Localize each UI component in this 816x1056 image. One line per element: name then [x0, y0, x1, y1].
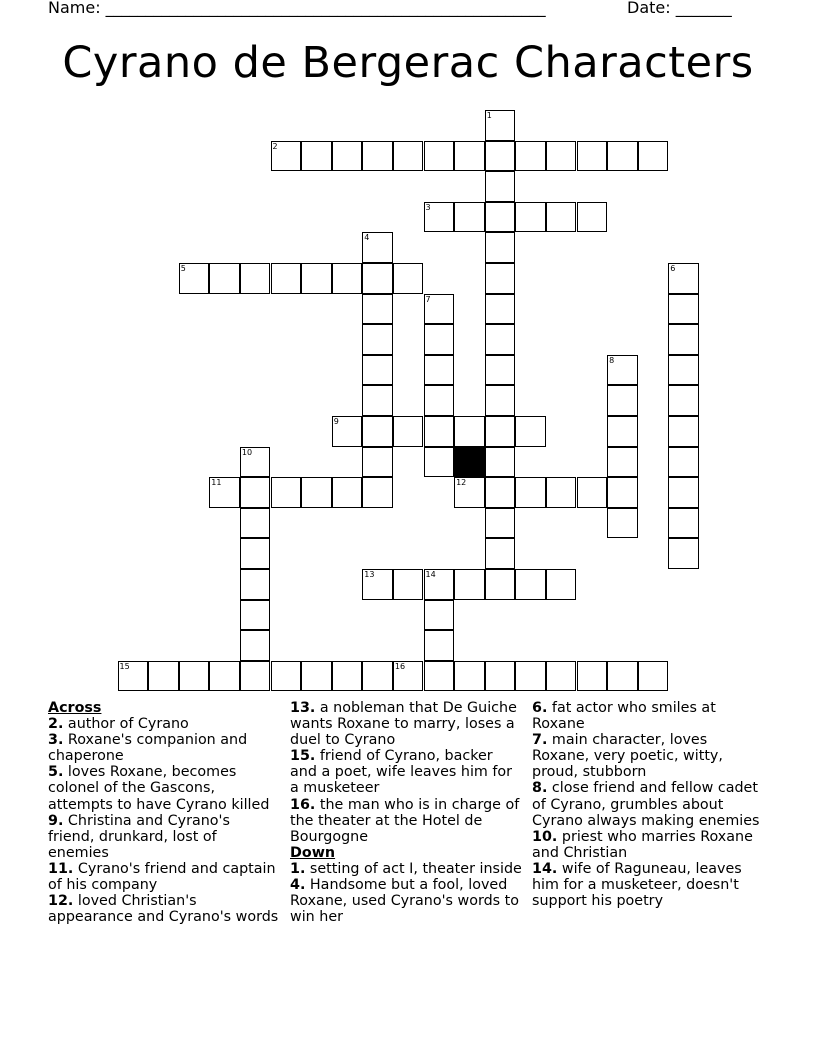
clue-number: 14: [425, 570, 436, 579]
clue-item: [48, 813, 280, 861]
grid-cell[interactable]: [424, 630, 455, 661]
grid-cell[interactable]: [362, 447, 393, 478]
grid-cell[interactable]: [485, 202, 516, 233]
clue-number-label: 2.: [48, 716, 64, 733]
clue-number-label: 13.: [290, 700, 316, 716]
grid-cell[interactable]: [240, 447, 271, 478]
grid-cell[interactable]: [424, 600, 455, 631]
grid-cell[interactable]: [485, 355, 516, 386]
clue-number-label: 10.: [532, 828, 558, 845]
grid-cell[interactable]: [240, 630, 271, 661]
grid-cell[interactable]: [515, 202, 546, 233]
grid-cell[interactable]: [515, 477, 546, 508]
grid-cell[interactable]: [485, 538, 516, 569]
clue-text: main character, loves Roxane, very poetic, witty, proud, stubborn: [532, 732, 723, 781]
clues-column-3: [532, 700, 768, 909]
grid-cell[interactable]: [668, 355, 699, 386]
clue-number-label: 1.: [290, 860, 306, 877]
grid-cell[interactable]: [607, 661, 638, 692]
clue-number: 10: [241, 447, 253, 457]
grid-cell[interactable]: [179, 263, 210, 294]
grid-cell[interactable]: [668, 385, 699, 416]
clue-item: [48, 764, 280, 812]
grid-cell[interactable]: [577, 661, 608, 692]
grid-cell[interactable]: [454, 141, 485, 172]
grid-cell[interactable]: [424, 447, 455, 478]
clue-item: [48, 893, 280, 925]
clue-item: [532, 732, 768, 780]
grid-cell[interactable]: [362, 661, 393, 692]
grid-cell[interactable]: [424, 141, 455, 172]
down-clue-list: [290, 861, 522, 925]
grid-cell[interactable]: [607, 508, 638, 539]
clue-item: [48, 732, 280, 764]
grid-cell[interactable]: [271, 263, 302, 294]
grid-cell[interactable]: [209, 477, 240, 508]
grid-cell[interactable]: [607, 385, 638, 416]
grid-cell[interactable]: [209, 263, 240, 294]
grid-cell[interactable]: [607, 477, 638, 508]
grid-cell[interactable]: [301, 141, 332, 172]
puzzle-title: Cyrano de Bergerac Characters: [62, 38, 754, 88]
grid-cell[interactable]: [485, 385, 516, 416]
grid-cell[interactable]: [485, 569, 516, 600]
grid-cell[interactable]: [454, 661, 485, 692]
grid-cell[interactable]: [577, 202, 608, 233]
clue-number: 13: [364, 570, 375, 579]
grid-cell[interactable]: [301, 661, 332, 692]
date-field[interactable]: Date: _______: [627, 0, 732, 17]
clue-item: [48, 716, 280, 732]
grid-cell[interactable]: [393, 569, 424, 600]
clue-number: 2: [272, 141, 278, 151]
grid-cell[interactable]: [577, 141, 608, 172]
clue-text: fat actor who smiles at Roxane: [532, 700, 716, 733]
clue-text: priest who marries Roxane and Christian: [532, 828, 753, 861]
grid-cell[interactable]: [485, 508, 516, 539]
grid-cell[interactable]: [485, 661, 516, 692]
grid-cell[interactable]: [485, 477, 516, 508]
clue-item: [290, 797, 522, 845]
grid-cell[interactable]: [393, 661, 424, 692]
grid-cell[interactable]: [668, 447, 699, 478]
clue-number: 3: [425, 202, 431, 212]
grid-cell[interactable]: [362, 232, 393, 263]
grid-cell[interactable]: [240, 661, 271, 692]
clue-text: author of Cyrano: [63, 716, 189, 733]
grid-cell[interactable]: [393, 416, 424, 447]
grid-cell[interactable]: [424, 324, 455, 355]
clue-number: 15: [119, 661, 130, 671]
grid-cell[interactable]: [485, 110, 516, 141]
clue-text: Cyrano's friend and captain of his company: [48, 860, 276, 894]
grid-cell[interactable]: [148, 661, 179, 692]
grid-cell[interactable]: [362, 569, 393, 600]
clues-column-1: [48, 700, 280, 925]
grid-cell[interactable]: [638, 661, 669, 692]
grid-cell[interactable]: [209, 661, 240, 692]
grid-cell[interactable]: [485, 263, 516, 294]
grid-cell[interactable]: [362, 294, 393, 325]
down-clue-list-continued: [532, 700, 768, 909]
grid-cell[interactable]: [454, 477, 485, 508]
grid-cell[interactable]: [271, 661, 302, 692]
clue-number-label: 6.: [532, 700, 548, 716]
clue-item: [48, 861, 280, 893]
clue-number: 9: [333, 417, 339, 426]
grid-cell[interactable]: [485, 447, 516, 478]
grid-cell[interactable]: [301, 477, 332, 508]
grid-cell[interactable]: [424, 294, 455, 325]
clue-text: Roxane's companion and chaperone: [48, 732, 248, 765]
grid-cell[interactable]: [332, 141, 363, 172]
grid-cell[interactable]: [424, 416, 455, 447]
grid-cell[interactable]: [668, 416, 699, 447]
grid-cell[interactable]: [179, 661, 210, 692]
grid-cell[interactable]: [668, 477, 699, 508]
grid-cell[interactable]: [577, 477, 608, 508]
clue-text: loves Roxane, becomes colonel of the Gascons, attempts to have Cyrano killed: [48, 764, 270, 813]
clue-text: a nobleman that De Guiche wants Roxane to marry, loses a duel to Cyrano: [290, 700, 517, 749]
grid-cell[interactable]: [485, 171, 516, 202]
grid-cell[interactable]: [393, 141, 424, 172]
grid-cell[interactable]: [668, 538, 699, 569]
clue-number: 5: [180, 264, 186, 273]
grid-cell[interactable]: [485, 294, 516, 325]
grid-cell[interactable]: [118, 661, 149, 692]
grid-cell[interactable]: [240, 477, 271, 508]
clue-item: [290, 861, 522, 877]
grid-cell[interactable]: [546, 202, 577, 233]
clue-number: 11: [211, 478, 222, 488]
grid-cell[interactable]: [240, 569, 271, 600]
grid-cell[interactable]: [362, 141, 393, 172]
grid-cell[interactable]: [607, 416, 638, 447]
clue-number-label: 12.: [48, 893, 74, 910]
grid-cell[interactable]: [546, 661, 577, 692]
grid-cell[interactable]: [332, 416, 363, 447]
clue-number-label: 9.: [48, 812, 64, 829]
clue-number-label: 8.: [532, 780, 548, 797]
clue-item: [532, 829, 768, 861]
grid-cell[interactable]: [485, 324, 516, 355]
grid-cell[interactable]: [546, 141, 577, 172]
grid-cell[interactable]: [332, 263, 363, 294]
grid-cell[interactable]: [424, 202, 455, 233]
grid-cell[interactable]: [301, 263, 332, 294]
grid-cell[interactable]: [454, 202, 485, 233]
grid-cell[interactable]: [485, 416, 516, 447]
clue-text: the man who is in charge of the theater at the Hotel de Bourgogne: [290, 796, 520, 845]
clue-item: [532, 861, 768, 909]
grid-cell[interactable]: [515, 569, 546, 600]
grid-cell[interactable]: [362, 477, 393, 508]
clue-text: loved Christian's appearance and Cyrano's words: [48, 893, 279, 926]
name-field[interactable]: Name: _______________________________________________________: [48, 0, 546, 17]
clue-number: 1: [486, 111, 492, 120]
grid-cell[interactable]: [668, 324, 699, 355]
grid-cell[interactable]: [668, 263, 699, 294]
grid-cell[interactable]: [546, 569, 577, 600]
grid-cell[interactable]: [362, 263, 393, 294]
across-clue-list: [48, 716, 280, 925]
clue-number: 16: [394, 661, 406, 671]
grid-cell[interactable]: [454, 569, 485, 600]
grid-cell[interactable]: [271, 477, 302, 508]
clue-text: Handsome but a fool, loved Roxane, used Cyrano's words to win her: [290, 877, 519, 926]
down-heading: Down: [290, 844, 336, 861]
grid-cell[interactable]: [607, 447, 638, 478]
grid-cell[interactable]: [332, 661, 363, 692]
clue-number: 12: [456, 478, 467, 488]
grid-cell[interactable]: [332, 477, 363, 508]
grid-cell[interactable]: [485, 141, 516, 172]
blocked-cell: [454, 447, 485, 478]
clue-number-label: 4.: [290, 877, 306, 894]
clue-number: 7: [425, 294, 431, 304]
clue-text: setting of act I, theater inside: [305, 860, 522, 877]
clue-item: [532, 700, 768, 732]
grid-cell[interactable]: [515, 141, 546, 172]
clue-number: 6: [670, 264, 676, 273]
grid-cell[interactable]: [515, 661, 546, 692]
clue-number-label: 16.: [290, 796, 316, 813]
clue-number-label: 11.: [48, 860, 74, 877]
across-heading: Across: [48, 700, 102, 716]
clue-number-label: 5.: [48, 764, 64, 781]
grid-cell[interactable]: [485, 232, 516, 263]
grid-cell[interactable]: [515, 416, 546, 447]
grid-cell[interactable]: [546, 477, 577, 508]
clue-number: 4: [364, 233, 370, 243]
grid-cell[interactable]: [362, 355, 393, 386]
across-clue-list-continued: [290, 700, 522, 845]
clue-item: [290, 748, 522, 796]
grid-cell[interactable]: [362, 324, 393, 355]
grid-cell[interactable]: [240, 538, 271, 569]
clue-number-label: 7.: [532, 732, 548, 749]
clue-item: [290, 700, 522, 748]
grid-cell[interactable]: [424, 661, 455, 692]
clue-item: [532, 780, 768, 828]
grid-cell[interactable]: [607, 141, 638, 172]
grid-cell[interactable]: [271, 141, 302, 172]
grid-cell[interactable]: [240, 600, 271, 631]
clue-number-label: 3.: [48, 732, 64, 749]
grid-cell[interactable]: [362, 385, 393, 416]
clue-number: 8: [609, 355, 615, 365]
clue-number-label: 14.: [532, 860, 558, 877]
clue-text: friend of Cyrano, backer and a poet, wife leaves him for a musketeer: [290, 748, 513, 797]
clue-item: [290, 877, 522, 925]
grid-cell[interactable]: [424, 569, 455, 600]
grid-cell[interactable]: [424, 385, 455, 416]
grid-cell[interactable]: [607, 355, 638, 386]
grid-cell[interactable]: [424, 355, 455, 386]
grid-cell[interactable]: [638, 141, 669, 172]
grid-cell[interactable]: [240, 508, 271, 539]
clue-text: Christina and Cyrano's friend, drunkard, lost of enemies: [48, 812, 230, 861]
grid-cell[interactable]: [393, 263, 424, 294]
clue-text: close friend and fellow cadet of Cyrano, grumbles about Cyrano always making enemies: [532, 780, 760, 829]
clues-column-2: [290, 700, 522, 925]
grid-cell[interactable]: [240, 263, 271, 294]
grid-cell[interactable]: [668, 294, 699, 325]
clue-number-label: 15.: [290, 748, 316, 765]
clue-text: wife of Raguneau, leaves him for a musketeer, doesn't support his poetry: [532, 860, 742, 910]
grid-cell[interactable]: [454, 416, 485, 447]
grid-cell[interactable]: [362, 416, 393, 447]
grid-cell[interactable]: [668, 508, 699, 539]
